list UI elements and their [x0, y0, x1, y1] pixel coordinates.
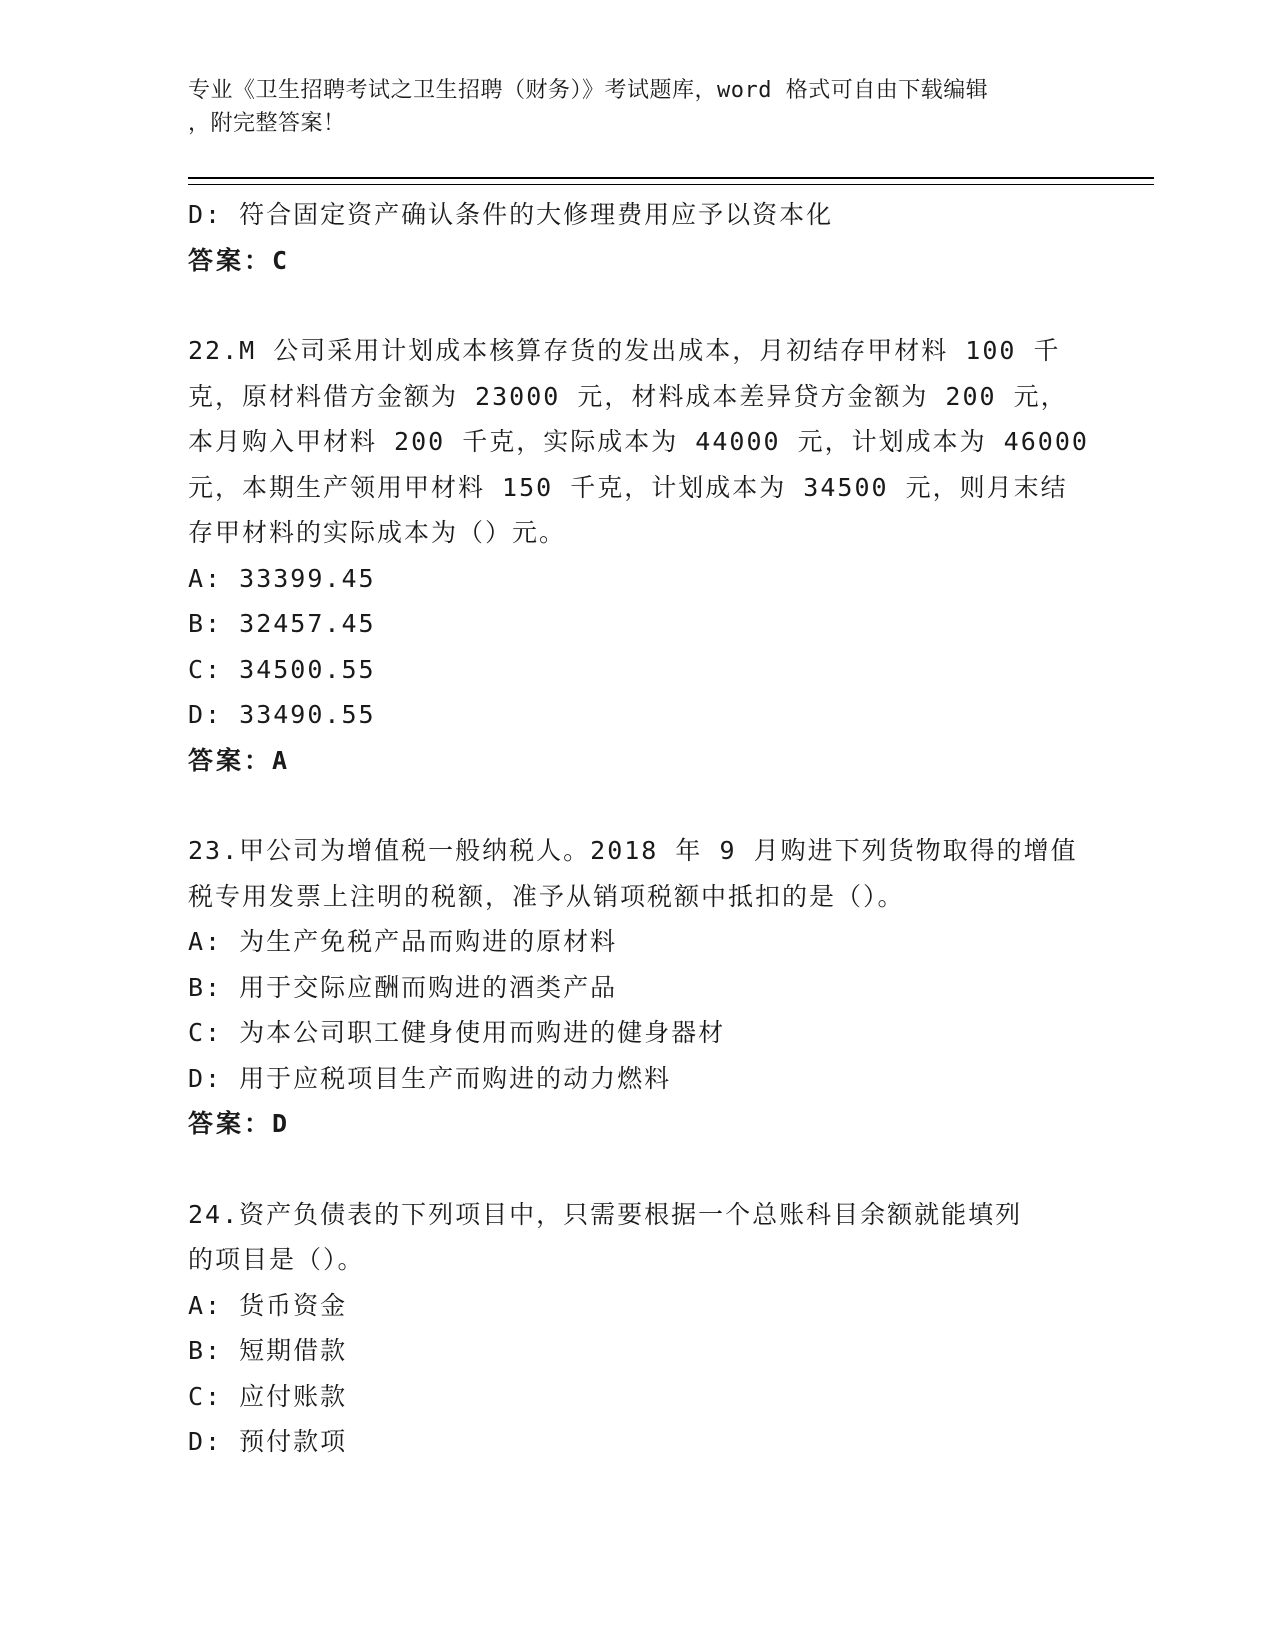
question-text-line: 24.资产负债表的下列项目中，只需要根据一个总账科目余额就能填列 [188, 1199, 1023, 1229]
option-a: A: 为生产免税产品而购进的原材料 [188, 927, 618, 956]
header-title-line-1: 专业《卫生招聘考试之卫生招聘（财务）》考试题库，word 格式可自由下载编辑 [188, 78, 989, 103]
option-d: D: 预付款项 [188, 1427, 348, 1456]
question-list [188, 192, 1088, 1465]
answer-text: 答案：C [188, 245, 291, 275]
option-c: C: 应付账款 [188, 1381, 348, 1411]
question-23 [188, 828, 1088, 1147]
option-d: D: 用于应税项目生产而购进的动力燃料 [188, 1063, 672, 1093]
header-divider-thin [188, 184, 1154, 185]
option-b: B: 32457.45 [188, 609, 376, 638]
question-text-line: 克，原材料借方金额为 23000 元，材料成本差异贷方金额为 200 元， [188, 381, 1068, 411]
question-24 [188, 1192, 1088, 1465]
option-a: A: 33399.45 [188, 563, 376, 593]
header-divider-thick [188, 177, 1154, 179]
page-header [188, 74, 1068, 140]
option-c: C: 34500.55 [188, 654, 376, 684]
option-d: D: 符合固定资产确认条件的大修理费用应予以资本化 [188, 200, 834, 229]
option-c: C: 为本公司职工健身使用而购进的健身器材 [188, 1018, 726, 1047]
question-text-line: 本月购入甲材料 200 千克，实际成本为 44000 元，计划成本为 46000 [188, 427, 1089, 456]
question-text-line: 的项目是（）。 [188, 1245, 365, 1274]
answer-text: 答案：A [188, 745, 291, 775]
option-b: B: 用于交际应酬而购进的酒类产品 [188, 972, 618, 1002]
question-text-line: 22.M 公司采用计划成本核算存货的发出成本，月初结存甲材料 100 千 [188, 336, 1061, 365]
question-text-line: 元，本期生产领用甲材料 150 千克，计划成本为 34500 元，则月末结 [188, 472, 1068, 502]
option-d: D: 33490.55 [188, 700, 376, 729]
option-b: B: 短期借款 [188, 1336, 348, 1365]
question-22 [188, 328, 1088, 783]
answer-text: 答案：D [188, 1109, 291, 1138]
header-title-line-2: ，附完整答案！ [188, 111, 346, 136]
option-a: A: 货币资金 [188, 1290, 348, 1320]
question-text-line: 税专用发票上注明的税额，准予从销项税额中抵扣的是（）。 [188, 881, 905, 911]
question-text-line: 存甲材料的实际成本为（）元。 [188, 518, 567, 547]
question-21-tail [188, 192, 1088, 283]
question-text-line: 23.甲公司为增值税一般纳税人。2018 年 9 月购进下列货物取得的增值 [188, 836, 1078, 865]
